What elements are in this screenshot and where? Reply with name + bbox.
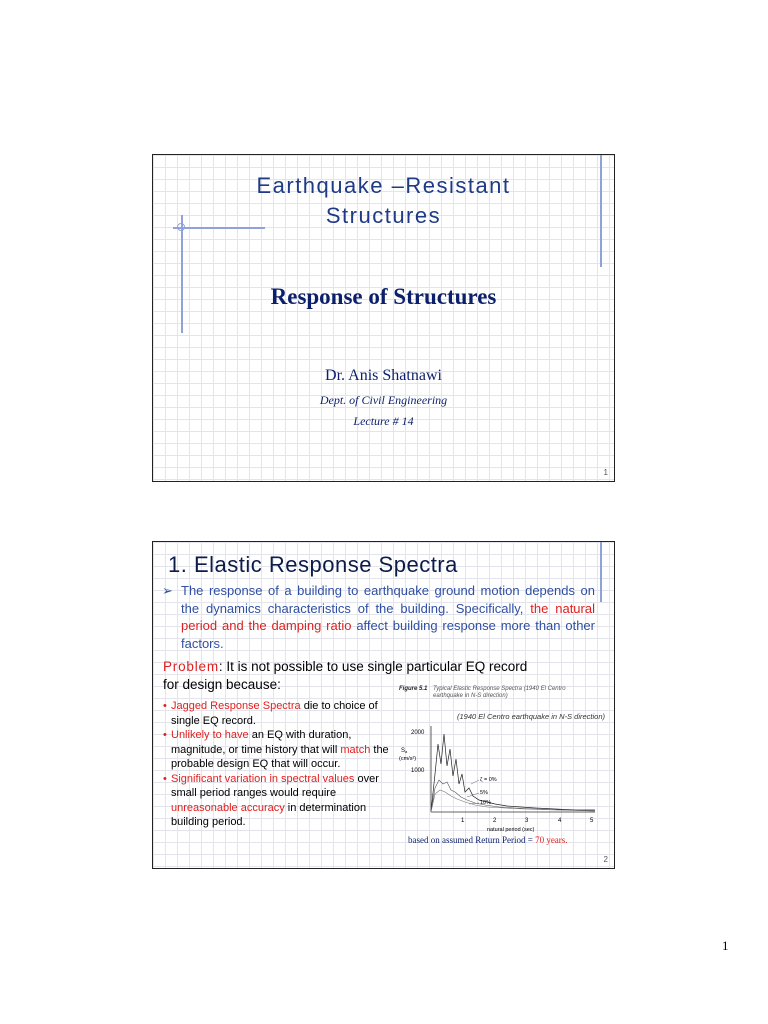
curve-label: 5% bbox=[480, 790, 488, 796]
curve-label: 10% bbox=[480, 800, 492, 806]
slide-2-title: 1. Elastic Response Spectra bbox=[168, 552, 458, 577]
list-item-text: over small period ranges would require bbox=[171, 772, 379, 799]
return-period-note bbox=[408, 835, 568, 845]
spectra-plot bbox=[395, 704, 611, 844]
spectrum-curve-10pct bbox=[431, 790, 595, 812]
bullet-text-2: affect building response more than other factors. bbox=[181, 618, 595, 651]
list-item bbox=[163, 728, 395, 772]
arrow-bullet-icon: ➢ bbox=[162, 583, 173, 598]
slide-1-title bbox=[153, 171, 614, 230]
return-note-text: based on assumed Return Period = bbox=[408, 835, 536, 845]
figure-caption-label: Figure 5.1 bbox=[399, 686, 428, 692]
return-note-value: 70 years. bbox=[535, 835, 568, 845]
list-item-text-2: the probable design EQ that will occur. bbox=[171, 743, 389, 770]
slide-number: 2 bbox=[603, 855, 608, 864]
decor-vertical-line-right bbox=[600, 542, 602, 602]
y-tick-label: 1000 bbox=[411, 768, 425, 774]
reasons-list bbox=[163, 699, 395, 830]
list-item-red-2: match bbox=[340, 743, 371, 756]
department: Dept. of Civil Engineering bbox=[319, 393, 448, 407]
spectrum-curve-0pct bbox=[431, 734, 595, 812]
response-spectra-figure bbox=[395, 686, 611, 846]
xlabel: natural period (sec) bbox=[487, 827, 535, 833]
list-item-red: Jagged Response Spectra bbox=[171, 700, 301, 712]
decor-vertical-line bbox=[181, 215, 183, 333]
label-leader bbox=[471, 780, 479, 784]
slide-1 bbox=[152, 154, 615, 482]
x-tick-label: 3 bbox=[525, 818, 529, 824]
x-tick-label: 2 bbox=[493, 818, 497, 824]
list-item-text-2: in determination building period. bbox=[171, 801, 367, 828]
figure-subtitle: (1940 El Centro earthquake in N-S direction) bbox=[457, 712, 605, 721]
lecture-number: Lecture # 14 bbox=[353, 414, 414, 428]
page-number: 1 bbox=[722, 938, 729, 953]
curve-label: ζ = 0% bbox=[480, 777, 497, 783]
problem-text: : It is not possible to use single particular EQ record for design because: bbox=[163, 659, 528, 692]
ylabel: Sa bbox=[401, 748, 408, 754]
title-line-1: Earthquake –Resistant bbox=[256, 173, 511, 198]
slide-number: 1 bbox=[603, 468, 608, 477]
bullet-highlight: the natural period and the damping ratio bbox=[181, 600, 595, 633]
x-tick-label: 1 bbox=[461, 818, 465, 824]
problem-label: Problem bbox=[163, 659, 219, 674]
intro-bullet bbox=[162, 582, 595, 652]
list-item bbox=[163, 699, 395, 728]
y-tick-label: 2000 bbox=[411, 730, 425, 736]
ylabel-unit: (cm/s²) bbox=[399, 756, 417, 762]
list-item-red: Unlikely to have bbox=[171, 729, 249, 741]
bullet-dot-icon: • bbox=[163, 729, 167, 741]
title-line-2: Structures bbox=[325, 202, 442, 228]
list-item-red: Significant variation in spectral values bbox=[171, 772, 355, 785]
author-name: Dr. Anis Shatnawi bbox=[325, 367, 442, 384]
bullet-dot-icon: • bbox=[163, 700, 167, 712]
bullet-dot-icon: • bbox=[163, 772, 167, 785]
x-tick-label: 4 bbox=[558, 818, 562, 824]
list-item-text: die to choice of single EQ record. bbox=[171, 700, 378, 727]
slide-2 bbox=[152, 541, 615, 869]
figure-caption: Typical Elastic Response Spectra (1940 El Centro earthquake in N-S direction) bbox=[433, 686, 566, 699]
list-item-red-2: unreasonable accuracy bbox=[171, 801, 285, 814]
list-item bbox=[163, 772, 395, 830]
list-item-text: an EQ with duration, magnitude, or time history that will bbox=[171, 729, 352, 756]
bullet-text-1: The response of a building to earthquake ground motion depends on the dynamics characteristics of the building. Specifically, bbox=[181, 583, 595, 616]
x-tick-label: 5 bbox=[590, 818, 594, 824]
slide-1-subtitle: Response of Structures bbox=[270, 284, 497, 309]
spectrum-curve-5pct bbox=[431, 780, 595, 812]
